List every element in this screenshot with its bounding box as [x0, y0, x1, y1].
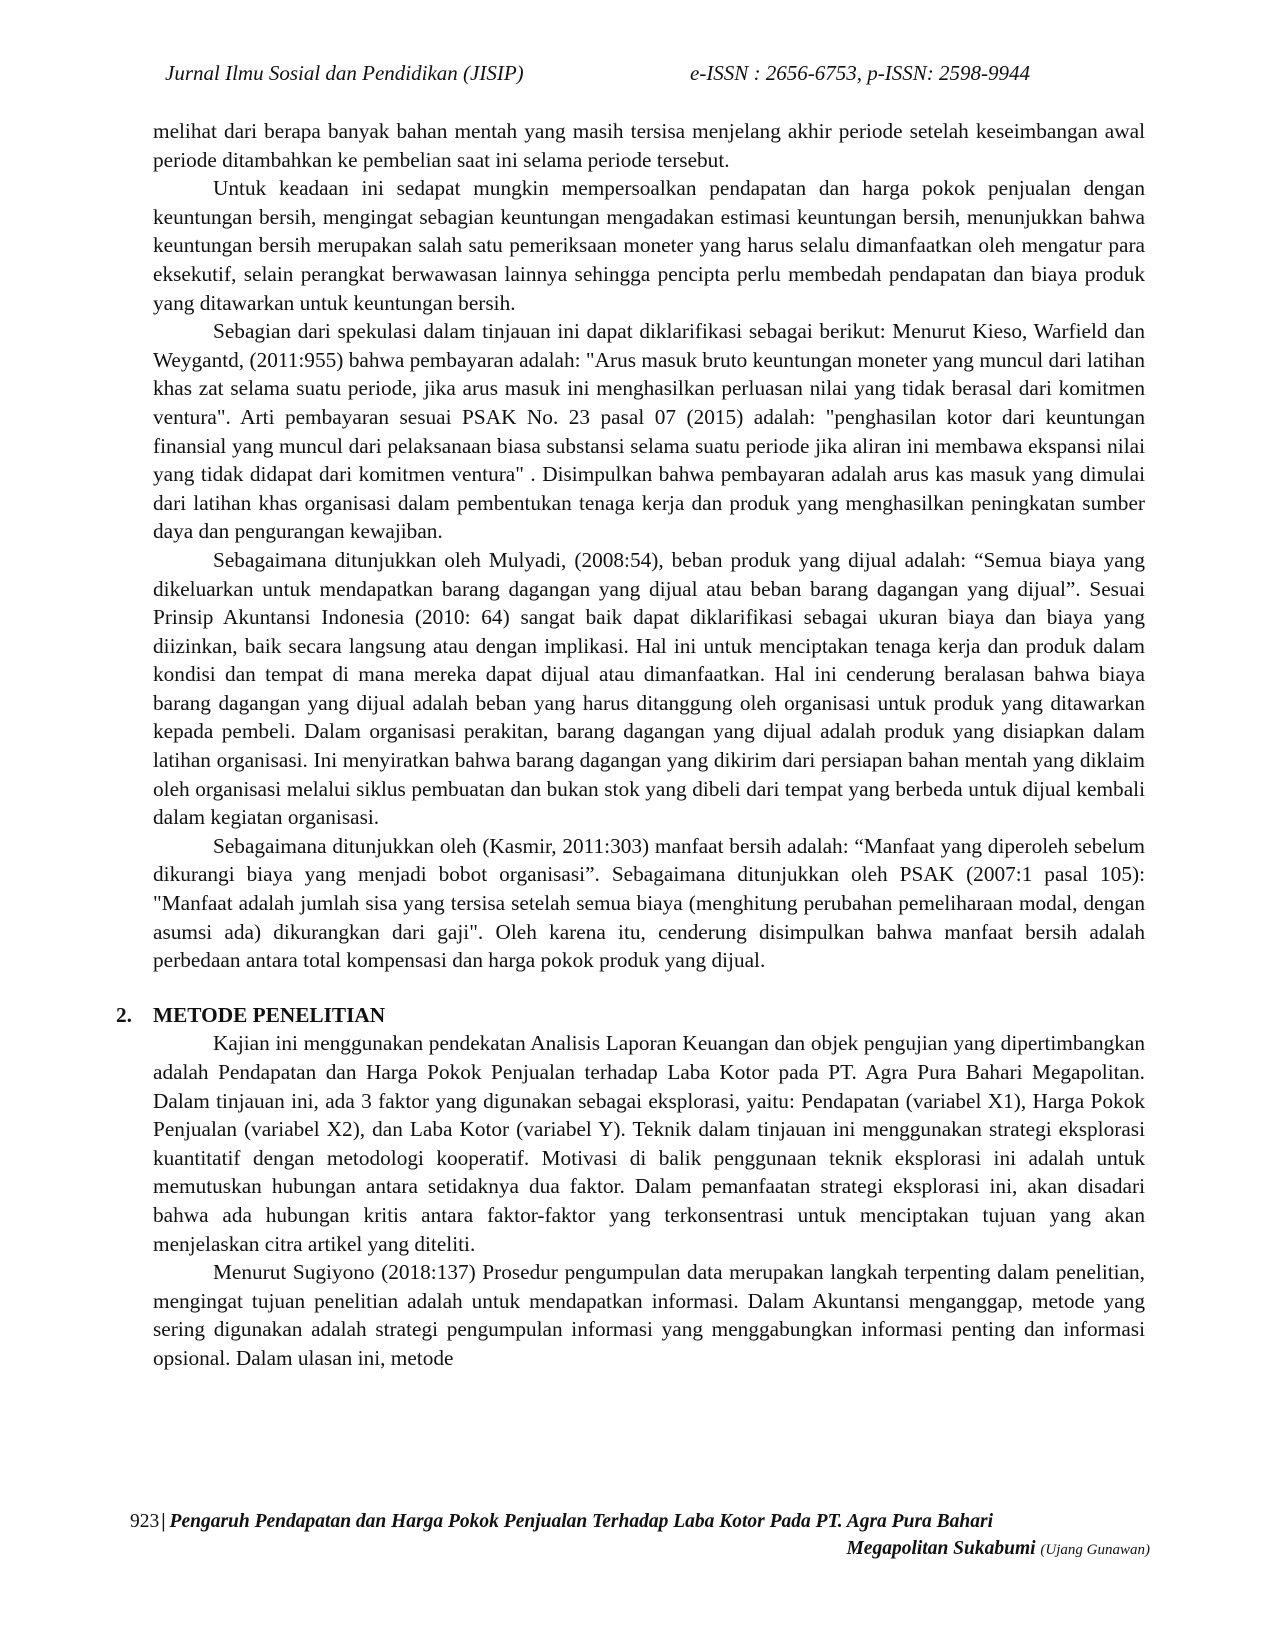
paragraph-net-profit: Untuk keadaan ini sedapat mungkin mempersoalkan pendapatan dan harga pokok penjualan dengan keuntungan bersih, mengingat sebagian keuntungan mengadakan estimasi keuntungan bersih, menunjukkan bahwa keuntungan bersih merupakan salah satu pemeriksaan moneter yang harus selalu dimanfaatkan oleh mengatur para eksekutif, selain perangkat berwawasan lainnya sehingga pencipta perlu membedah pendapatan dan biaya produk yang ditawarkan untuk keuntungan bersih. [153, 176, 1145, 315]
section-number: 2. [116, 1002, 132, 1027]
running-footer [130, 1508, 1150, 1564]
footer-title-line1: Pengaruh Pendapatan dan Harga Pokok Penjualan Terhadap Laba Kotor Pada PT. Agra Pura Bahari [169, 1511, 994, 1532]
page-number: 923 [130, 1511, 160, 1532]
paragraph-cogs-definition: Sebagaimana ditunjukkan oleh Mulyadi, (2008:54), beban produk yang dijual adalah: “Semua biaya yang dikeluarkan untuk mendapatkan barang dagangan yang dijual atau beban barang dagangan yang dijual”. Sesuai Prinsip Akuntansi Indonesia (2010: 64) sangat baik dapat diklarifikasi sebagai ukuran biaya dan biaya yang diizinkan, baik secara langsung atau dengan implikasi. Hal ini untuk menciptakan tenaga kerja dan produk dalam kondisi dan tempat di mana mereka dapat dijual atau dimanfaatkan. Hal ini cenderung beralasan bahwa biaya barang dagangan yang dijual adalah beban yang harus ditanggung oleh organisasi untuk produk yang ditawarkan kepada pembeli. Dalam organisasi perakitan, barang dagangan yang dijual adalah produk yang disiapkan dalam latihan organisasi. Ini menyiratkan bahwa barang dagangan yang dikirim dari persiapan bahan mentah yang diklaim oleh organisasi melalui siklus pembuatan dan bukan stok yang dibeli dari tempat yang berbeda untuk dijual kembali dalam kegiatan organisasi. [153, 547, 1145, 830]
footer-title-line2: Megapolitan Sukabumi [846, 1538, 1036, 1559]
paragraph-continuation: melihat dari berapa banyak bahan mentah yang masih tersisa menjelang akhir periode setelah keseimbangan awal periode ditambahkan ke pembelian saat ini selama periode tersebut. [153, 119, 1145, 172]
journal-name: Jurnal Ilmu Sosial dan Pendidikan (JISIP) [165, 61, 524, 85]
article-body [116, 117, 1145, 1373]
footer-separator: | [161, 1511, 166, 1532]
paragraph-profit-definition: Sebagaimana ditunjukkan oleh (Kasmir, 2011:303) manfaat bersih adalah: “Manfaat yang diperoleh sebelum dikurangi biaya yang menjadi bobot organisasi”. Sebagaimana ditunjukkan oleh PSAK (2007:1 pasal 105): "Manfaat adalah jumlah sisa yang tersisa setelah semua biaya (menghitung perubahan pemeliharaan modal, dengan asumsi ada) dikurangkan dari gaji". Oleh karena itu, cenderung disimpulkan bahwa manfaat bersih adalah perbedaan antara total kompensasi dan harga pokok produk yang dijual. [153, 833, 1145, 973]
issn-info: e-ISSN : 2656-6753, p-ISSN: 2598-9944 [690, 61, 1031, 85]
paragraph-revenue-definition: Sebagian dari spekulasi dalam tinjauan ini dapat diklarifikasi sebagai berikut: Menurut Kieso, Warfield dan Weygantd, (2011:955) bahwa pembayaran adalah: "Arus masuk bruto keuntungan moneter yang muncul dari latihan khas zat selama suatu periode, jika arus masuk ini menghasilkan perluasan nilai yang tidak berasal dari komitmen ventura". Arti pembayaran sesuai PSAK No. 23 pasal 07 (2015) adalah: "penghasilan kotor dari keuntungan finansial yang muncul dari pelaksanaan biasa substansi selama suatu periode jika aliran ini membawa ekspansi nilai yang tidak didapat dari komitmen ventura" . Disimpulkan bahwa pembayaran adalah arus kas masuk yang dimulai dari latihan khas organisasi dalam pembentukan tenaga kerja dan produk yang menghasilkan peningkatan sumber daya dan pengurangan kewajiban. [153, 319, 1145, 544]
footer-author: (Ujang Gunawan) [1040, 1542, 1150, 1558]
section-title: METODE PENELITIAN [153, 1002, 386, 1027]
paragraph-method: Kajian ini menggunakan pendekatan Analisis Laporan Keuangan dan objek pengujian yang dipertimbangkan adalah Pendapatan dan Harga Pokok Penjualan terhadap Laba Kotor pada PT. Agra Pura Bahari Megapolitan. Dalam tinjauan ini, ada 3 faktor yang digunakan sebagai eksplorasi, yaitu: Pendapatan (variabel X1), Harga Pokok Penjualan (variabel X2), dan Laba Kotor (variabel Y). Teknik dalam tinjauan ini menggunakan strategi eksplorasi kuantitatif dengan metodologi kooperatif. Motivasi di balik penggunaan teknik eksplorasi ini adalah untuk memutuskan hubungan antara setidaknya dua faktor. Dalam pemanfaatan strategi eksplorasi ini, akan disadari bahwa ada hubungan kritis antara faktor-faktor yang terkonsentrasi untuk menciptakan tujuan yang akan menjelaskan citra artikel yang diteliti. [153, 1031, 1145, 1256]
paragraph-data-collection: Menurut Sugiyono (2018:137) Prosedur pengumpulan data merupakan langkah terpenting dalam penelitian, mengingat tujuan penelitian adalah untuk mendapatkan informasi. Dalam Akuntansi menganggap, metode yang sering digunakan adalah strategi pengumpulan informasi yang menggabungkan informasi penting dan informasi opsional. Dalam ulasan ini, metode [153, 1260, 1145, 1370]
section-heading [116, 1001, 1145, 1030]
